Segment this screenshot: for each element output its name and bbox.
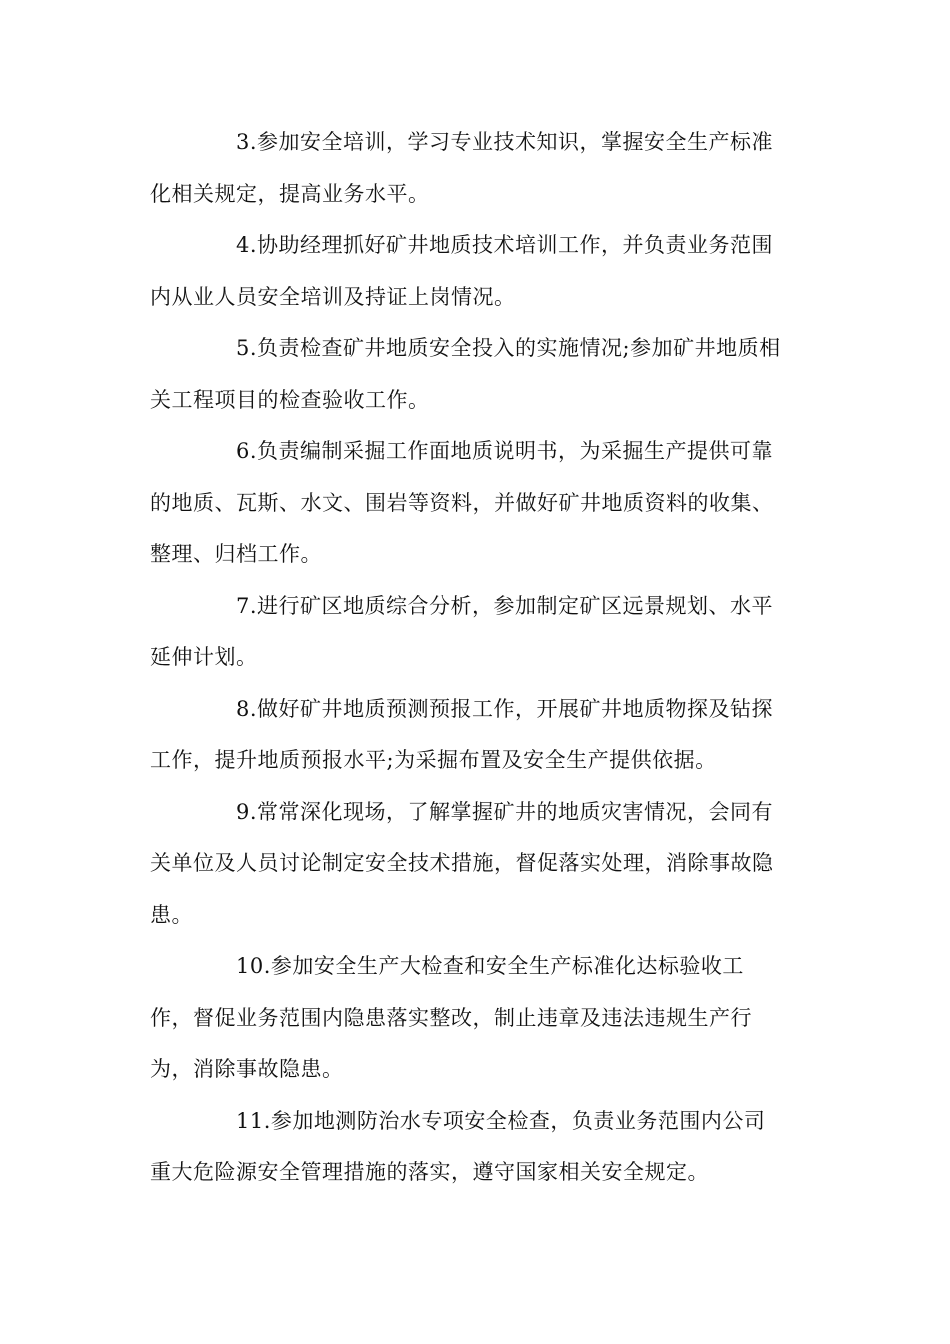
paragraph-11 (150, 1096, 800, 1199)
paragraph-line: 10.参加安全生产大检查和安全生产标准化达标验收工 (236, 954, 744, 978)
paragraph-3 (150, 117, 800, 220)
paragraph-10 (150, 941, 800, 1096)
paragraph-line: 的地质、瓦斯、水文、围岩等资料，并做好矿井地质资料的收集、 (150, 490, 774, 515)
paragraph-line: 3.参加安全培训，学习专业技术知识，掌握安全生产标准 (236, 130, 774, 154)
paragraph-8 (150, 684, 800, 787)
paragraph-line: 重大危险源安全管理措施的落实，遵守国家相关安全规定。 (150, 1160, 709, 1184)
paragraph-line: 整理、归档工作。 (150, 542, 322, 566)
document-body (150, 117, 800, 1199)
paragraph-line: 关工程项目的检查验收工作。 (150, 387, 430, 412)
paragraph-4 (150, 220, 800, 323)
paragraph-line: 工作，提升地质预报水平;为采掘布置及安全生产提供依据。 (150, 748, 717, 772)
paragraph-line: 内从业人员安全培训及持证上岗情况。 (150, 284, 516, 309)
paragraph-line: 11.参加地测防治水专项安全检查，负责业务范围内公司 (236, 1108, 766, 1133)
paragraph-line: 为，消除事故隐患。 (150, 1057, 344, 1081)
paragraph-line: 关单位及人员讨论制定安全技术措施，督促落实处理，消除事故隐 (150, 851, 774, 875)
paragraph-5 (150, 323, 800, 426)
paragraph-line: 6.负责编制采掘工作面地质说明书，为采掘生产提供可靠 (236, 439, 774, 463)
paragraph-6 (150, 426, 800, 581)
paragraph-line: 作，督促业务范围内隐患落实整改，制止违章及违法违规生产行 (150, 1005, 752, 1030)
paragraph-line: 5.负责检查矿井地质安全投入的实施情况;参加矿井地质相 (236, 336, 781, 360)
paragraph-line: 延伸计划。 (150, 645, 258, 669)
paragraph-line: 化相关规定，提高业务水平。 (150, 181, 430, 206)
paragraph-9 (150, 787, 800, 942)
paragraph-7 (150, 581, 800, 684)
paragraph-line: 4.协助经理抓好矿井地质技术培训工作，并负责业务范围 (236, 233, 774, 257)
paragraph-line: 9.常常深化现场，了解掌握矿井的地质灾害情况，会同有 (236, 799, 774, 824)
paragraph-line: 7.进行矿区地质综合分析，参加制定矿区远景规划、水平 (236, 593, 774, 618)
paragraph-line: 患。 (150, 902, 193, 927)
paragraph-line: 8.做好矿井地质预测预报工作，开展矿井地质物探及钻探 (236, 696, 774, 721)
